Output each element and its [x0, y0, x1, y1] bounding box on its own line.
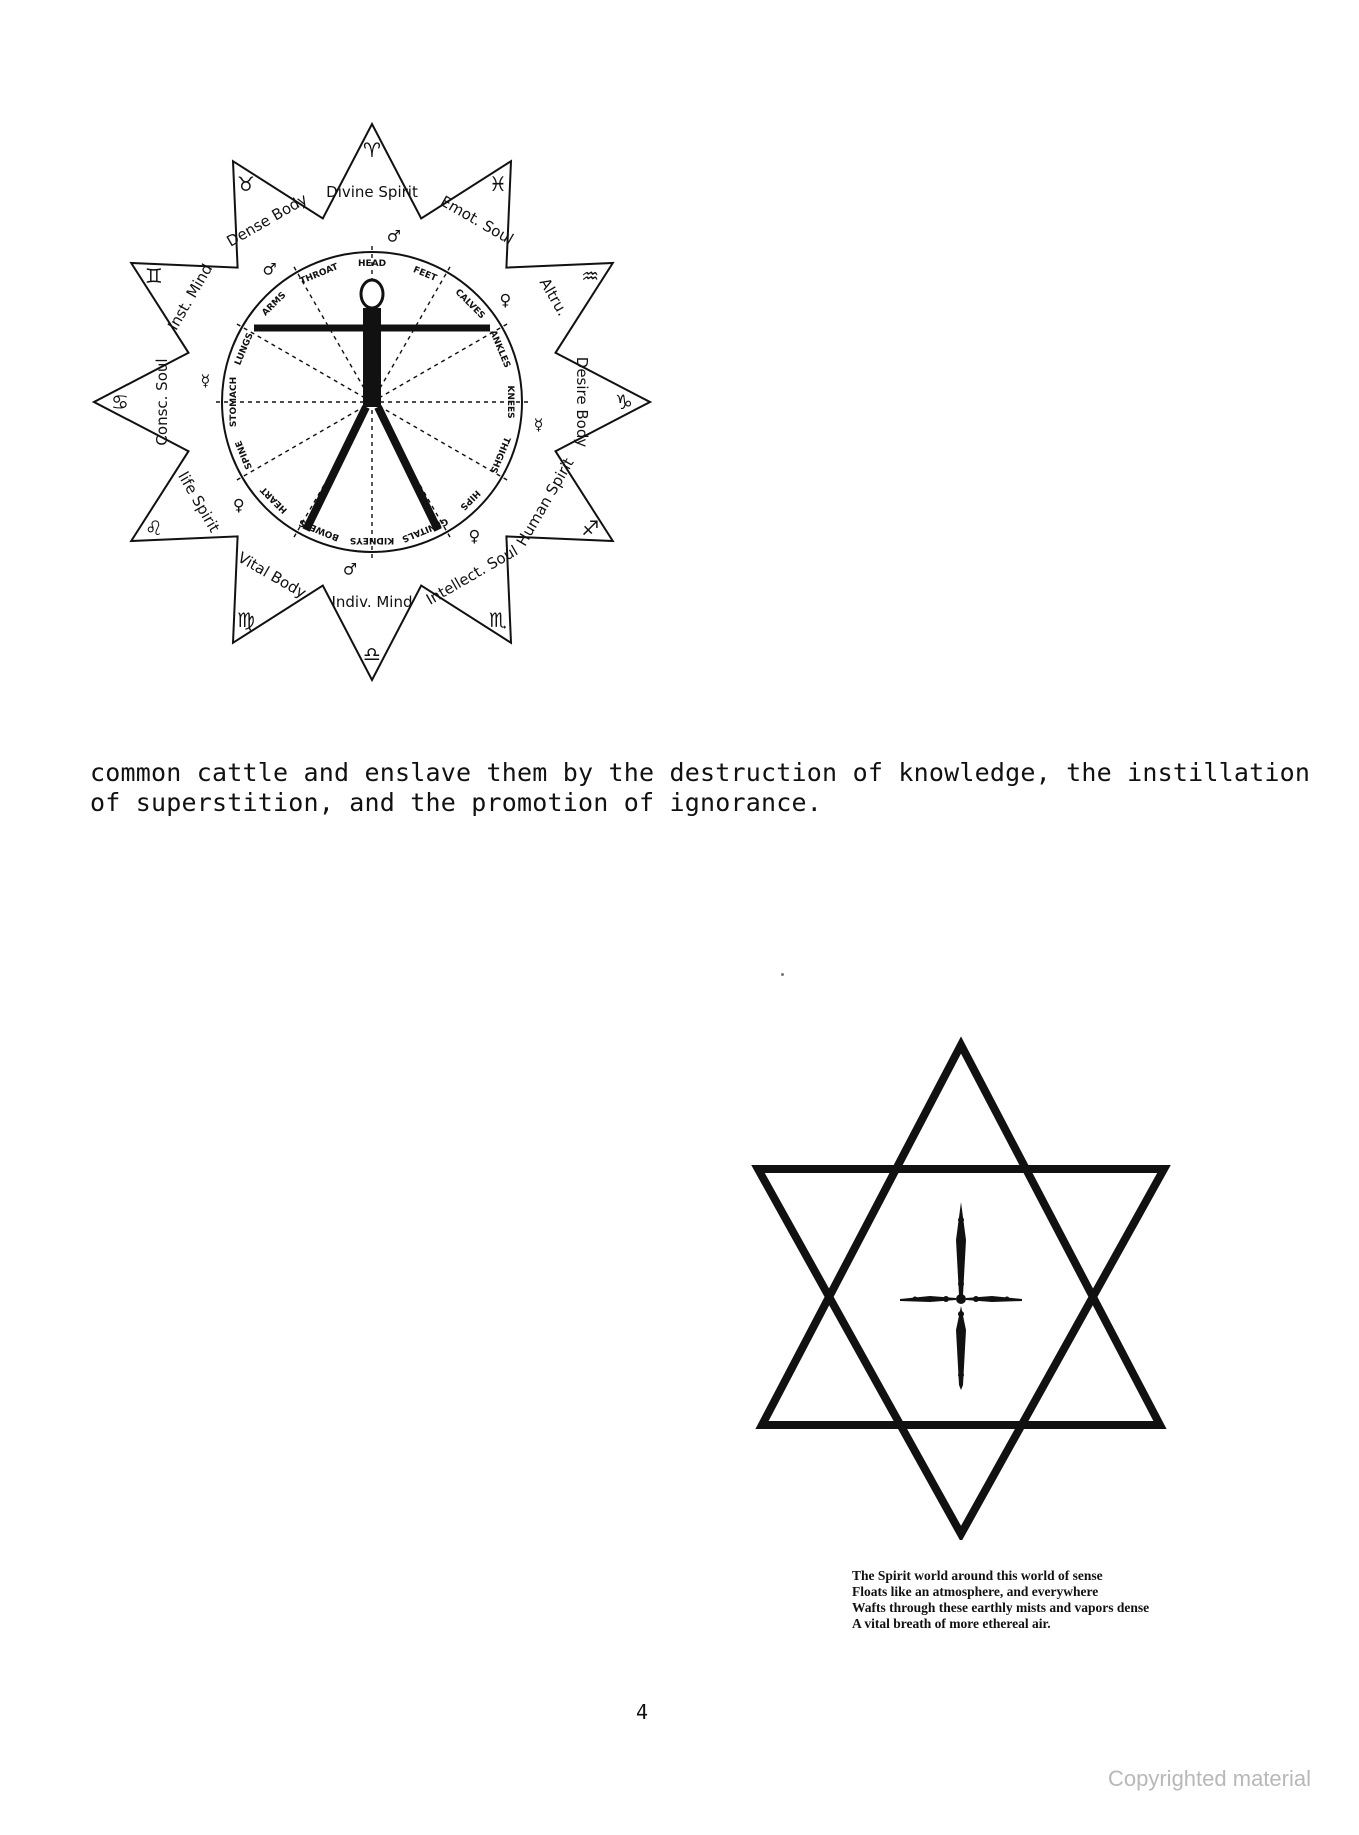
outer-region-label: Dense Body — [223, 189, 311, 251]
planet-glyph: ♂ — [386, 226, 402, 246]
body-part-label: KIDNEYS — [349, 535, 395, 545]
outer-region-label: Human Spirit — [512, 454, 578, 550]
body-part-label: KNEES — [505, 385, 515, 419]
body-line-2: of superstition, and the promotion of ignorance. — [90, 788, 823, 817]
body-part-label: SPINE — [234, 438, 255, 471]
outer-region-label: Desire Body — [573, 356, 591, 448]
body-part-label: THROAT — [298, 262, 340, 287]
dashed-radial-line — [294, 267, 372, 402]
body-part-label: THIGHS — [487, 435, 512, 475]
outer-region-label: Consc. Soul — [153, 358, 171, 446]
caption-line-2: Floats like an atmosphere, and everywhere — [852, 1584, 1099, 1599]
caption-line-3: Wafts through these earthly mists and vapors dense — [852, 1600, 1150, 1615]
planet-glyph: ♂ — [262, 259, 277, 279]
body-part-label: HEART — [259, 484, 290, 515]
outer-region-label: Inst. Mind — [164, 260, 217, 334]
figure-left-leg — [306, 407, 366, 530]
body-line-1: common cattle and enslave them by the destruction of knowledge, the instillation — [90, 758, 1311, 787]
zodiac-sign-glyph: ♊ — [144, 264, 163, 288]
planet-glyph: ♀ — [468, 526, 481, 546]
body-part-label: ARMS — [260, 290, 289, 319]
outer-region-label: Indiv. Mind — [331, 593, 413, 611]
dashed-radial-line — [372, 324, 507, 402]
caption-line-4: A vital breath of more ethereal air. — [852, 1616, 1051, 1631]
zodiac-sign-glyph: ♒ — [581, 264, 600, 288]
caption-line-1: The Spirit world around this world of sense — [852, 1568, 1103, 1583]
speck-mark — [781, 973, 784, 976]
body-part-label: FEET — [411, 265, 439, 284]
planet-glyph: ☿ — [533, 414, 544, 434]
outer-region-label: Altru. — [535, 274, 572, 320]
outer-region-label: Divine Spirit — [326, 183, 418, 201]
zodiac-sign-glyph: ♎ — [363, 642, 381, 666]
body-part-label: CALVES — [452, 287, 487, 322]
figure-right-leg — [378, 407, 438, 530]
planet-glyph: ☿ — [200, 371, 211, 391]
page-number: 4 — [636, 1700, 649, 1724]
outer-region-label: life Spirit — [174, 468, 224, 536]
zodiac-sign-glyph: ♓ — [489, 171, 507, 196]
planet-glyph: ♀ — [499, 290, 512, 310]
outer-region-label: Intellect. Soul — [423, 541, 521, 609]
body-part-label: HIPS — [457, 487, 482, 512]
body-part-label: LUNGS — [233, 331, 256, 367]
body-paragraph — [90, 758, 1311, 818]
zodiac-sign-glyph: ♐ — [581, 516, 600, 540]
poem-caption — [852, 1568, 1302, 1632]
zodiac-sign-glyph: ♉ — [237, 171, 255, 196]
outer-region-label: Emot. Soul — [437, 192, 517, 249]
figure-head — [361, 280, 383, 308]
planet-glyph: ♀ — [232, 495, 245, 515]
zodiac-sign-glyph: ♍ — [237, 608, 255, 633]
dashed-radial-line — [237, 324, 372, 402]
body-part-label: BOWELS — [297, 516, 341, 543]
body-part-label: STOMACH — [229, 376, 239, 428]
cross-symbol — [900, 1202, 1022, 1390]
zodiac-sign-glyph: ♏ — [489, 608, 507, 633]
body-part-label: ANKLES — [487, 328, 512, 370]
zodiac-sign-glyph: ♌ — [144, 516, 163, 540]
zodiac-sign-glyph: ♑ — [615, 390, 633, 414]
zodiac-sign-glyph: ♋ — [111, 390, 129, 414]
outer-region-label: Vital Body — [234, 548, 310, 602]
body-part-label: HEAD — [357, 259, 387, 269]
copyright-watermark: Copyrighted material — [1108, 1766, 1311, 1791]
zodiac-sign-glyph: ♈ — [363, 138, 381, 162]
hexagram-diagram — [740, 1030, 1180, 1540]
dashed-radial-line — [372, 267, 450, 402]
body-part-label: GENITALS — [400, 515, 450, 544]
planet-glyph: ♂ — [342, 559, 358, 579]
zodiac-man-diagram — [92, 112, 652, 682]
